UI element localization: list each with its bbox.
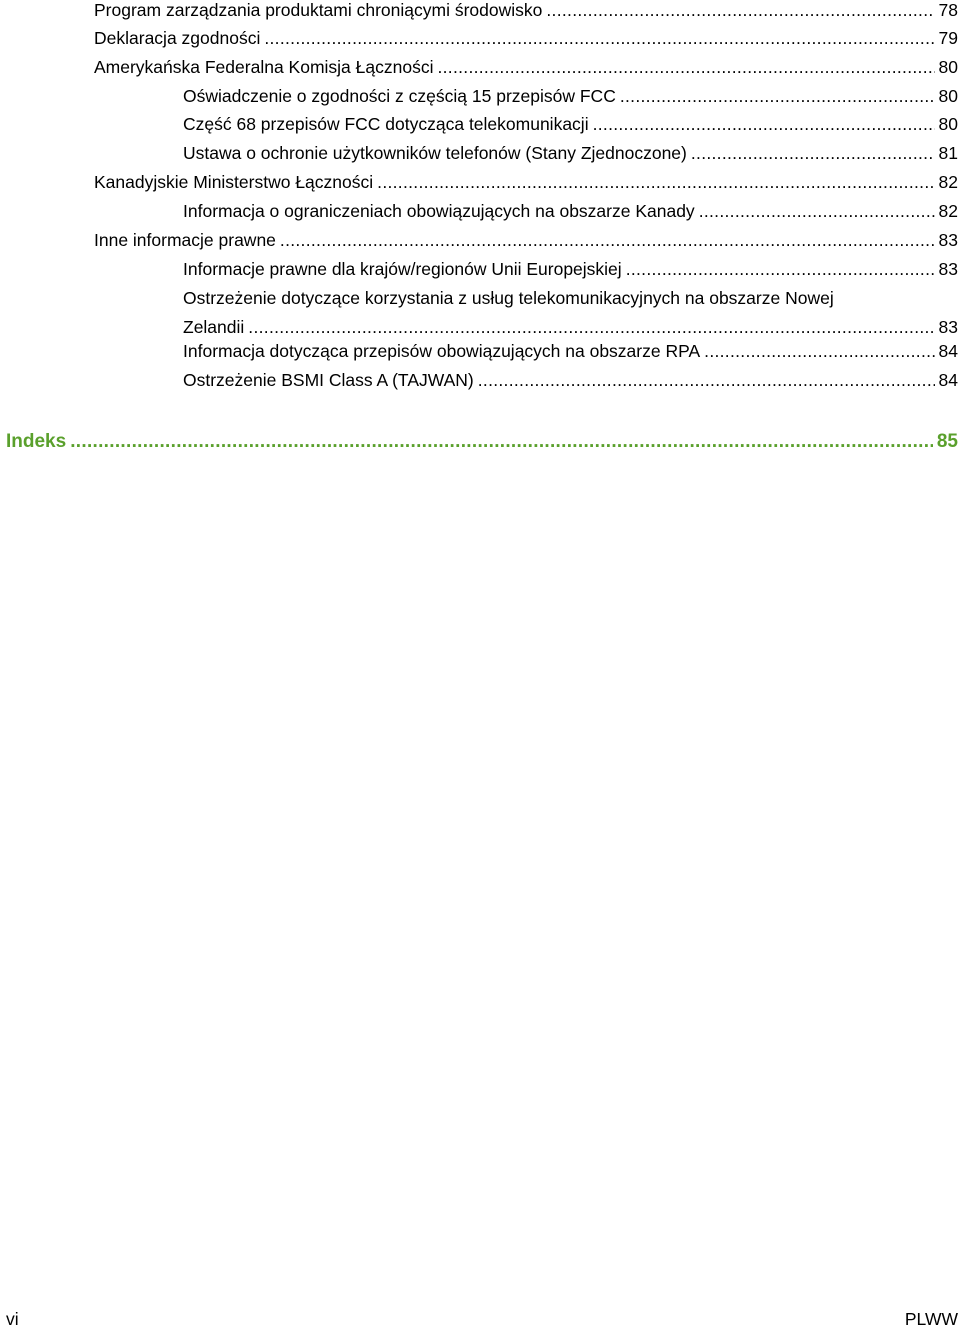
toc-entry-page: 78	[938, 0, 958, 20]
toc-entry-page: 80	[938, 86, 958, 106]
dot-leader	[699, 197, 935, 226]
toc-entry[interactable]	[183, 255, 958, 284]
toc-entry-title: Amerykańska Federalna Komisja Łączności	[94, 57, 434, 77]
toc-entry-page: 80	[938, 114, 958, 134]
toc-entry[interactable]	[183, 366, 958, 395]
toc-entry-title: Deklaracja zgodności	[94, 28, 261, 48]
footer-doc-code: PLWW	[904, 1309, 958, 1329]
toc-entry[interactable]	[183, 337, 958, 366]
toc-entry[interactable]	[94, 53, 958, 82]
toc-entry-page: 84	[938, 370, 958, 390]
toc-entry[interactable]	[94, 0, 958, 25]
dot-leader	[593, 110, 935, 139]
toc-entry-title: Inne informacje prawne	[94, 230, 276, 250]
footer-page-number: vi	[6, 1309, 19, 1329]
toc-entry-title: Informacja dotycząca przepisów obowiązujących na obszarze RPA	[183, 341, 701, 361]
toc-entry-page: 84	[938, 341, 958, 361]
toc-entry-title: Informacje prawne dla krajów/regionów Unii Europejskiej	[183, 259, 622, 279]
toc-entry-page: 82	[938, 201, 958, 221]
dot-leader	[478, 366, 935, 395]
toc-entry[interactable]	[183, 110, 958, 139]
dot-leader	[437, 53, 934, 82]
toc-entry[interactable]	[94, 168, 958, 197]
toc-entry-page: 80	[938, 57, 958, 77]
dot-leader	[626, 255, 935, 284]
toc-chapter-entry[interactable]	[6, 428, 958, 457]
dot-leader	[691, 139, 935, 168]
toc-entry-title: Ostrzeżenie BSMI Class A (TAJWAN)	[183, 370, 474, 390]
toc-entry-title: Informacja o ograniczeniach obowiązujących na obszarze Kanady	[183, 201, 695, 221]
dot-leader	[546, 0, 934, 25]
toc-entry-page: 79	[938, 28, 958, 48]
dot-leader	[264, 24, 934, 53]
toc-entry-title: Program zarządzania produktami chroniącymi środowisko	[94, 0, 543, 20]
toc-entry-title: Indeks	[6, 431, 67, 452]
toc-entry-page: 85	[936, 431, 958, 452]
toc-entry[interactable]	[94, 226, 958, 255]
toc-entry[interactable]	[183, 197, 958, 226]
toc-entry-page: 82	[938, 172, 958, 192]
dot-leader	[280, 226, 935, 255]
toc-entry-page: 83	[938, 316, 958, 337]
dot-leader	[70, 428, 933, 457]
toc-entry[interactable]	[183, 284, 958, 341]
toc-entry-title: Część 68 przepisów FCC dotycząca telekomunikacji	[183, 114, 589, 134]
toc-entry-title: Ustawa o ochronie użytkowników telefonów (Stany Zjednoczone)	[183, 143, 687, 163]
toc-entry[interactable]	[183, 82, 958, 111]
toc-entry[interactable]	[94, 24, 958, 53]
dot-leader	[704, 337, 934, 366]
toc-entry-title-line1: Ostrzeżenie dotyczące korzystania z usług telekomunikacyjnych na obszarze Nowej	[183, 288, 834, 308]
dot-leader	[620, 82, 935, 111]
toc-entry-page: 83	[938, 259, 958, 279]
toc-entry-title-line2: Zelandii	[183, 316, 245, 337]
toc-entry[interactable]	[183, 139, 958, 168]
toc-entry-page: 83	[938, 230, 958, 250]
toc-entry-page: 81	[938, 143, 958, 163]
toc-entry-title: Kanadyjskie Ministerstwo Łączności	[94, 172, 374, 192]
dot-leader	[377, 168, 934, 197]
toc-entry-title: Oświadczenie o zgodności z częścią 15 przepisów FCC	[183, 86, 616, 106]
